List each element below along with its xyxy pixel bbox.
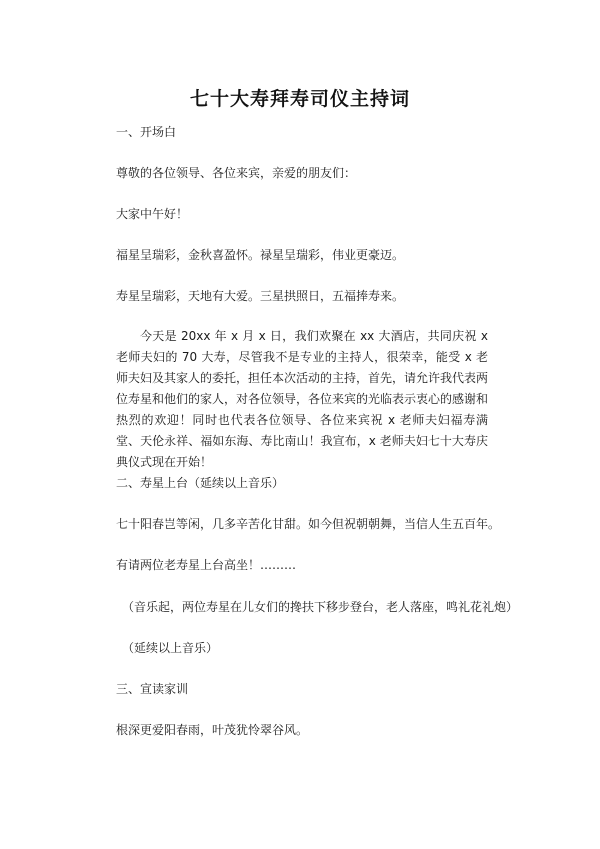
family-motto-line: 根深更爱阳春雨，叶茂犹怜翠谷风。 xyxy=(116,723,309,737)
good-noon-line: 大家中午好！ xyxy=(116,207,189,221)
intro-paragraph: 今天是 20xx 年 x 月 x 日，我们欢聚在 xx 大酒店，共同庆祝 x 老师夫妇的 70 大寿，尽管我不是专业的主持人，很荣幸，能受 x 老师夫妇及其家人的委托，担任本次活动的主持，首先，请允许我代表两位寿星和他们的家人，对各位领导，各位来宾的光临表示衷心的感谢和热烈的欢迎！同时也代表各位领导、各位来宾祝 x 老师夫妇福寿满堂、天伦永祥、福如东海、寿比南山！我宣布，x 老师夫妇七十大寿庆典仪式现在开始！ xyxy=(116,329,489,469)
music-note-line: （延续以上音乐） xyxy=(122,641,219,655)
stage-note-line: （音乐起，两位寿星在儿女们的搀扶下移步登台，老人落座，鸣礼花礼炮） xyxy=(122,600,519,614)
invite-line: 有请两位老寿星上台高坐！……… xyxy=(116,558,297,572)
section-heading-family-motto: 三、宣读家训 xyxy=(116,682,189,696)
section-heading-birthday-stars: 二、寿星上台（延续以上音乐） xyxy=(116,476,285,490)
greeting-line: 尊敬的各位领导、各位来宾，亲爱的朋友们： xyxy=(116,166,357,180)
verse-line-2: 寿星呈瑞彩，天地有大爱。三星拱照日，五福捧寿来。 xyxy=(116,289,405,303)
verse-line-1: 福星呈瑞彩，金秋喜盈怀。禄星呈瑞彩，伟业更豪迈。 xyxy=(116,248,405,262)
poem-line: 七十阳春岂等闲，几多辛苦化甘甜。如今但祝朝朝舞，当信人生五百年。 xyxy=(116,517,501,531)
document-title: 七十大寿拜寿司仪主持词 xyxy=(189,88,410,110)
section-heading-opening: 一、开场白 xyxy=(116,125,177,139)
